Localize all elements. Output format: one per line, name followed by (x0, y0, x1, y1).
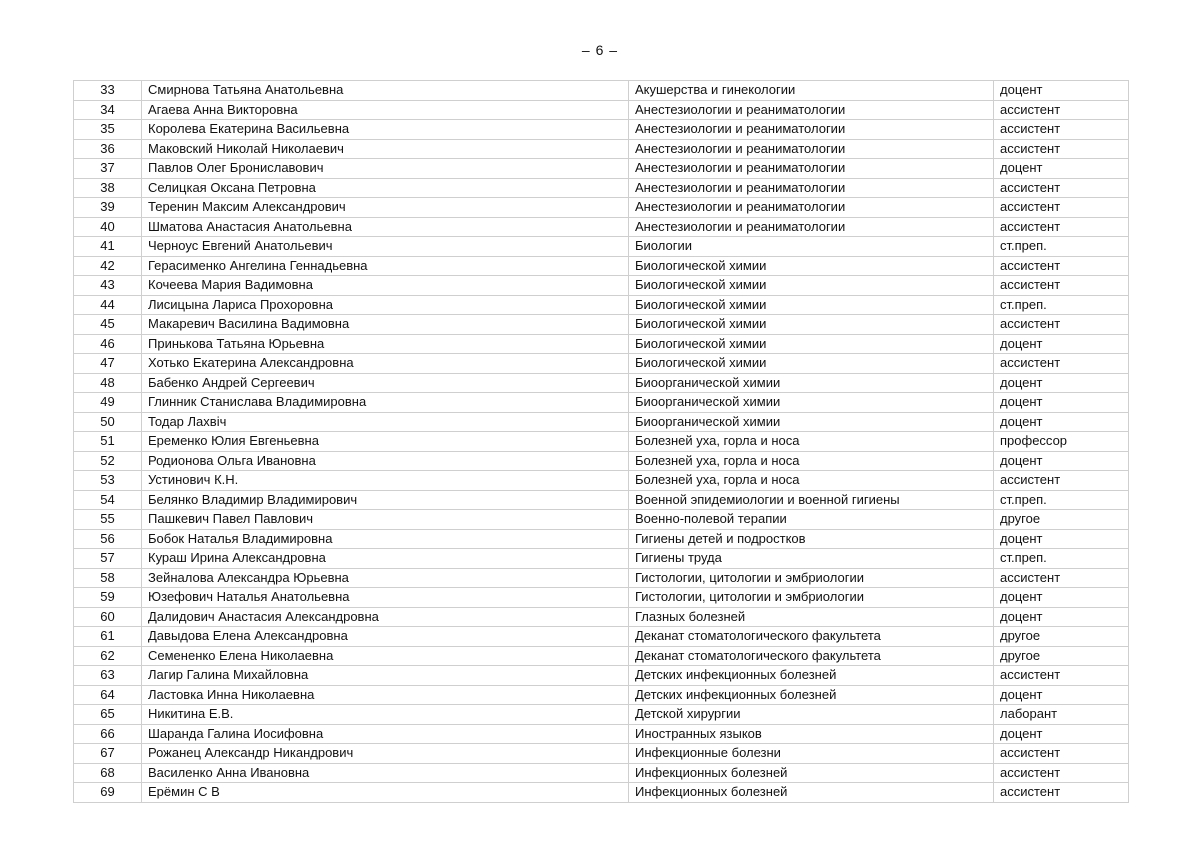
department-name: Биоорганической химии (629, 412, 994, 432)
table-row (74, 607, 1129, 627)
employee-name: Лагир Галина Михайловна (142, 666, 629, 686)
position-title: ассистент (994, 783, 1129, 803)
row-number: 49 (74, 393, 142, 413)
position-title: ассистент (994, 744, 1129, 764)
table-row (74, 100, 1129, 120)
position-title: доцент (994, 373, 1129, 393)
department-name: Анестезиологии и реаниматологии (629, 139, 994, 159)
department-name: Гистологии, цитологии и эмбриологии (629, 568, 994, 588)
table-row (74, 705, 1129, 725)
row-number: 54 (74, 490, 142, 510)
department-name: Деканат стоматологического факультета (629, 627, 994, 647)
employee-name: Ластовка Инна Николаевна (142, 685, 629, 705)
department-name: Болезней уха, горла и носа (629, 471, 994, 491)
position-title: ассистент (994, 471, 1129, 491)
position-title: доцент (994, 685, 1129, 705)
table-row (74, 549, 1129, 569)
employee-name: Далидович Анастасия Александровна (142, 607, 629, 627)
department-name: Детской хирургии (629, 705, 994, 725)
table-row (74, 354, 1129, 374)
position-title: другое (994, 510, 1129, 530)
department-name: Биологической химии (629, 256, 994, 276)
position-title: ст.преп. (994, 549, 1129, 569)
position-title: ассистент (994, 315, 1129, 335)
position-title: доцент (994, 159, 1129, 179)
employee-name: Глинник Станислава Владимировна (142, 393, 629, 413)
table-row (74, 295, 1129, 315)
position-title: профессор (994, 432, 1129, 452)
row-number: 46 (74, 334, 142, 354)
position-title: лаборант (994, 705, 1129, 725)
row-number: 62 (74, 646, 142, 666)
staff-table (73, 80, 1129, 803)
row-number: 35 (74, 120, 142, 140)
row-number: 53 (74, 471, 142, 491)
position-title: доцент (994, 451, 1129, 471)
table-row (74, 198, 1129, 218)
department-name: Биологической химии (629, 354, 994, 374)
employee-name: Агаева Анна Викторовна (142, 100, 629, 120)
table-row (74, 783, 1129, 803)
row-number: 56 (74, 529, 142, 549)
row-number: 61 (74, 627, 142, 647)
table-row (74, 627, 1129, 647)
employee-name: Рожанец Александр Никандрович (142, 744, 629, 764)
table-row (74, 139, 1129, 159)
position-title: доцент (994, 393, 1129, 413)
department-name: Биологической химии (629, 295, 994, 315)
table-row (74, 276, 1129, 296)
table-row (74, 432, 1129, 452)
table-row (74, 529, 1129, 549)
employee-name: Кураш Ирина Александровна (142, 549, 629, 569)
table-row (74, 471, 1129, 491)
row-number: 68 (74, 763, 142, 783)
table-row (74, 451, 1129, 471)
row-number: 37 (74, 159, 142, 179)
position-title: доцент (994, 334, 1129, 354)
table-row (74, 744, 1129, 764)
table-row (74, 81, 1129, 101)
row-number: 57 (74, 549, 142, 569)
department-name: Биологии (629, 237, 994, 257)
position-title: ассистент (994, 178, 1129, 198)
position-title: доцент (994, 529, 1129, 549)
employee-name: Кочеева Мария Вадимовна (142, 276, 629, 296)
employee-name: Тодар Лахвіч (142, 412, 629, 432)
department-name: Биологической химии (629, 334, 994, 354)
row-number: 69 (74, 783, 142, 803)
employee-name: Селицкая Оксана Петровна (142, 178, 629, 198)
employee-name: Бобок Наталья Владимировна (142, 529, 629, 549)
table-row (74, 568, 1129, 588)
position-title: другое (994, 646, 1129, 666)
department-name: Детских инфекционных болезней (629, 685, 994, 705)
employee-name: Принькова Татьяна Юрьевна (142, 334, 629, 354)
row-number: 38 (74, 178, 142, 198)
table-row (74, 120, 1129, 140)
row-number: 41 (74, 237, 142, 257)
position-title: доцент (994, 412, 1129, 432)
employee-name: Никитина Е.В. (142, 705, 629, 725)
position-title: ассистент (994, 763, 1129, 783)
department-name: Акушерства и гинекологии (629, 81, 994, 101)
row-number: 39 (74, 198, 142, 218)
department-name: Анестезиологии и реаниматологии (629, 100, 994, 120)
table-row (74, 178, 1129, 198)
position-title: другое (994, 627, 1129, 647)
row-number: 36 (74, 139, 142, 159)
table-row (74, 256, 1129, 276)
department-name: Инфекционных болезней (629, 763, 994, 783)
position-title: ассистент (994, 217, 1129, 237)
department-name: Глазных болезней (629, 607, 994, 627)
employee-name: Черноус Евгений Анатольевич (142, 237, 629, 257)
table-row (74, 490, 1129, 510)
department-name: Анестезиологии и реаниматологии (629, 120, 994, 140)
row-number: 65 (74, 705, 142, 725)
position-title: ассистент (994, 198, 1129, 218)
employee-name: Пашкевич Павел Павлович (142, 510, 629, 530)
employee-name: Маковский Николай Николаевич (142, 139, 629, 159)
row-number: 59 (74, 588, 142, 608)
employee-name: Устинович К.Н. (142, 471, 629, 491)
table-row (74, 685, 1129, 705)
department-name: Военной эпидемиологии и военной гигиены (629, 490, 994, 510)
table-row (74, 510, 1129, 530)
department-name: Детских инфекционных болезней (629, 666, 994, 686)
department-name: Военно-полевой терапии (629, 510, 994, 530)
employee-name: Хотько Екатерина Александровна (142, 354, 629, 374)
table-row (74, 237, 1129, 257)
position-title: ст.преп. (994, 295, 1129, 315)
table-row (74, 646, 1129, 666)
employee-name: Ерёмин С В (142, 783, 629, 803)
employee-name: Лисицына Лариса Прохоровна (142, 295, 629, 315)
employee-name: Бабенко Андрей Сергеевич (142, 373, 629, 393)
position-title: ассистент (994, 354, 1129, 374)
department-name: Биологической химии (629, 276, 994, 296)
table-row (74, 724, 1129, 744)
table-row (74, 334, 1129, 354)
table-row (74, 373, 1129, 393)
department-name: Инфекционных болезней (629, 783, 994, 803)
table-row (74, 217, 1129, 237)
table-row (74, 159, 1129, 179)
row-number: 33 (74, 81, 142, 101)
row-number: 43 (74, 276, 142, 296)
table-body (74, 81, 1129, 803)
row-number: 47 (74, 354, 142, 374)
department-name: Иностранных языков (629, 724, 994, 744)
employee-name: Теренин Максим Александрович (142, 198, 629, 218)
department-name: Анестезиологии и реаниматологии (629, 198, 994, 218)
department-name: Гигиены труда (629, 549, 994, 569)
department-name: Гигиены детей и подростков (629, 529, 994, 549)
department-name: Биологической химии (629, 315, 994, 335)
row-number: 45 (74, 315, 142, 335)
position-title: ассистент (994, 120, 1129, 140)
employee-name: Зейналова Александра Юрьевна (142, 568, 629, 588)
position-title: ассистент (994, 276, 1129, 296)
employee-name: Родионова Ольга Ивановна (142, 451, 629, 471)
position-title: доцент (994, 607, 1129, 627)
row-number: 52 (74, 451, 142, 471)
page-number: – 6 – (581, 42, 619, 58)
employee-name: Павлов Олег Брониславович (142, 159, 629, 179)
position-title: ассистент (994, 139, 1129, 159)
position-title: ст.преп. (994, 490, 1129, 510)
department-name: Биоорганической химии (629, 373, 994, 393)
table-row (74, 412, 1129, 432)
position-title: ассистент (994, 100, 1129, 120)
department-name: Анестезиологии и реаниматологии (629, 159, 994, 179)
row-number: 63 (74, 666, 142, 686)
employee-name: Семененко Елена Николаевна (142, 646, 629, 666)
employee-name: Давыдова Елена Александровна (142, 627, 629, 647)
position-title: ассистент (994, 568, 1129, 588)
position-title: доцент (994, 81, 1129, 101)
table-row (74, 666, 1129, 686)
position-title: ассистент (994, 666, 1129, 686)
department-name: Анестезиологии и реаниматологии (629, 217, 994, 237)
department-name: Гистологии, цитологии и эмбриологии (629, 588, 994, 608)
table-row (74, 315, 1129, 335)
department-name: Инфекционные болезни (629, 744, 994, 764)
employee-name: Герасименко Ангелина Геннадьевна (142, 256, 629, 276)
employee-name: Шматова Анастасия Анатольевна (142, 217, 629, 237)
position-title: доцент (994, 588, 1129, 608)
row-number: 48 (74, 373, 142, 393)
row-number: 42 (74, 256, 142, 276)
employee-name: Еременко Юлия Евгеньевна (142, 432, 629, 452)
row-number: 40 (74, 217, 142, 237)
department-name: Болезней уха, горла и носа (629, 432, 994, 452)
row-number: 66 (74, 724, 142, 744)
position-title: ассистент (994, 256, 1129, 276)
row-number: 58 (74, 568, 142, 588)
position-title: ст.преп. (994, 237, 1129, 257)
employee-name: Смирнова Татьяна Анатольевна (142, 81, 629, 101)
position-title: доцент (994, 724, 1129, 744)
table-row (74, 393, 1129, 413)
employee-name: Шаранда Галина Иосифовна (142, 724, 629, 744)
employee-name: Макаревич Василина Вадимовна (142, 315, 629, 335)
row-number: 44 (74, 295, 142, 315)
department-name: Биоорганической химии (629, 393, 994, 413)
row-number: 51 (74, 432, 142, 452)
table-row (74, 763, 1129, 783)
row-number: 50 (74, 412, 142, 432)
row-number: 64 (74, 685, 142, 705)
employee-name: Королева Екатерина Васильевна (142, 120, 629, 140)
row-number: 55 (74, 510, 142, 530)
department-name: Деканат стоматологического факультета (629, 646, 994, 666)
department-name: Болезней уха, горла и носа (629, 451, 994, 471)
table-row (74, 588, 1129, 608)
employee-name: Юзефович Наталья Анатольевна (142, 588, 629, 608)
row-number: 67 (74, 744, 142, 764)
department-name: Анестезиологии и реаниматологии (629, 178, 994, 198)
employee-name: Василенко Анна Ивановна (142, 763, 629, 783)
employee-name: Белянко Владимир Владимирович (142, 490, 629, 510)
row-number: 60 (74, 607, 142, 627)
row-number: 34 (74, 100, 142, 120)
